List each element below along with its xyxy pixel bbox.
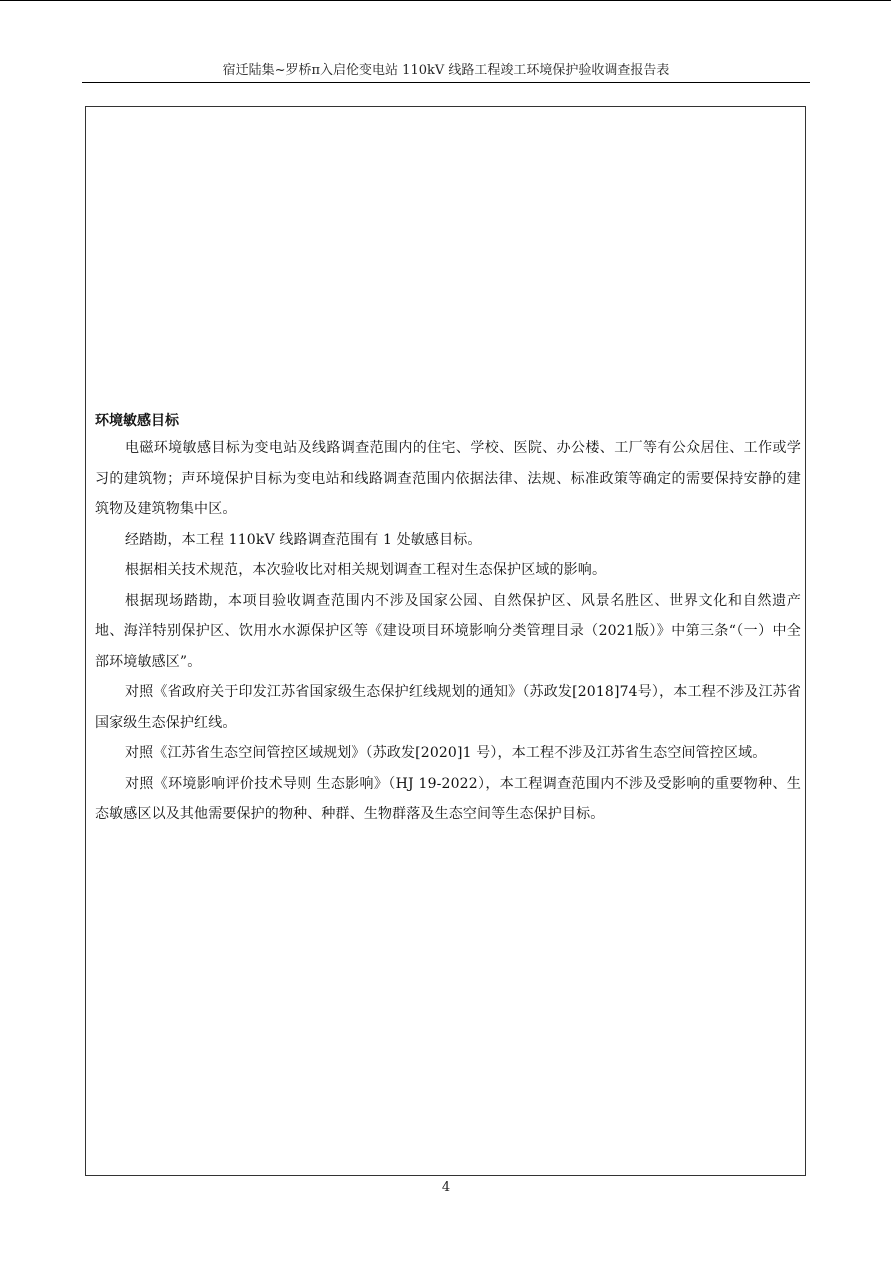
- sensitive-targets-section: [95, 411, 801, 830]
- paragraph-site-survey: 根据现场踏勘，本项目验收调查范围内不涉及国家公园、自然保护区、风景名胜区、世界文化和自然遗产地、海洋特别保护区、饮用水水源保护区等《建设项目环境影响分类管理目录（2021版）》中第三条“（一）中全部环境敏感区”。: [95, 592, 801, 670]
- content-frame: [85, 106, 806, 1176]
- paragraph-electromagnetic-targets: 电磁环境敏感目标为变电站及线路调查范围内的住宅、学校、医院、办公楼、工厂等有公众居住、工作或学习的建筑物；声环境保护目标为变电站和线路调查范围内依据法律、法规、标准政策等确定的需要保持安静的建筑物及建筑物集中区。: [95, 440, 801, 517]
- paragraph-national-redline: 对照《省政府关于印发江苏省国家级生态保护红线规划的通知》（苏政发[2018]74号），本工程不涉及江苏省国家级生态保护红线。: [95, 684, 801, 731]
- header-rule: [82, 82, 810, 83]
- page-number: 4: [441, 1180, 451, 1195]
- paragraph-ecological-space: 对照《江苏省生态空间管控区域规划》（苏政发[2020]1 号），本工程不涉及江苏省生态空间管控区域。: [125, 745, 767, 761]
- paragraph-technical-standard: 根据相关技术规范，本次验收比对相关规划调查工程对生态保护区域的影响。: [125, 562, 607, 578]
- paragraph-survey-result: 经踏勘，本工程 110kV 线路调查范围有 1 处敏感目标。: [125, 531, 482, 548]
- page-header: 宿迁陆集~罗桥π入启伦变电站 110kV 线路工程竣工环境保护验收调查报告表: [222, 63, 670, 78]
- paragraph-ecological-guideline: 对照《环境影响评价技术导则 生态影响》（HJ 19-2022），本工程调查范围内不涉及受影响的重要物种、生态敏感区以及其他需要保护的物种、种群、生物群落及生态空间等生态保护目标。: [95, 775, 801, 822]
- section-title: 环境敏感目标: [95, 413, 179, 429]
- page-top-border: [0, 0, 891, 1]
